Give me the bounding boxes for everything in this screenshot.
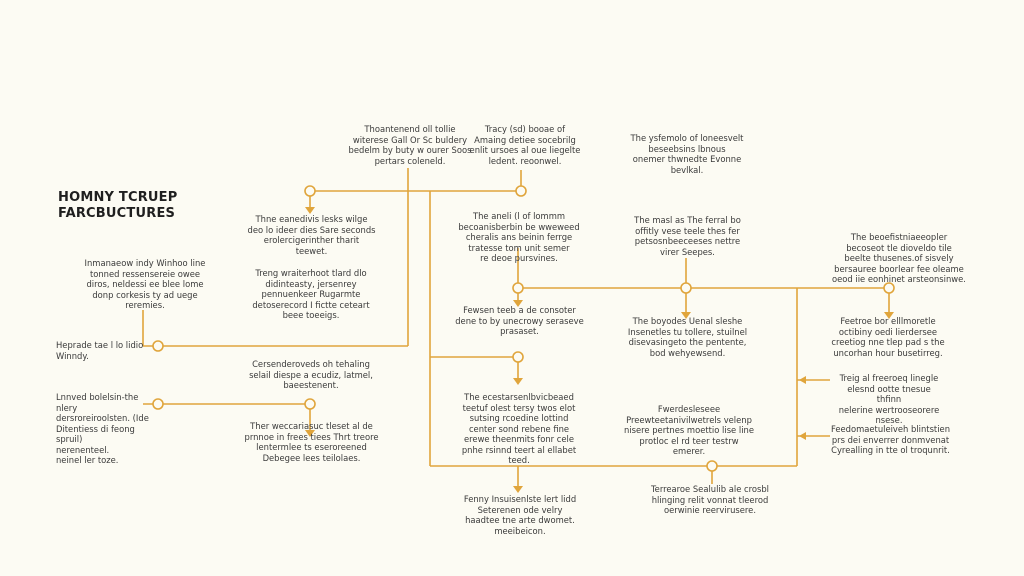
- label-far-right-2: Feetroe bor elllmoretle octibiny oedi lierdersee creetiog nne tlep pad s the uncorhan hour busetirreg.: [831, 316, 945, 358]
- arrow-left-icon: [799, 432, 806, 440]
- node-middle-right: [884, 283, 894, 293]
- label-left-2: Lnnved bolelsin-the nlery dersroreiroolsten. (Ide Ditentiess di feong spruil) nerenenteel. neinel ler toze.: [56, 392, 149, 465]
- node-bottom-center: [707, 461, 717, 471]
- label-top-3: The ysfemolo of loneesvelt beseebsins lbnous onemer thwnedte Evonne bevlkal.: [630, 133, 744, 175]
- node-center-lower: [305, 399, 315, 409]
- label-top-2: Tracy (sd) booae of Amaing detiee socebrilg enlit ursoes al oue liegelte ledent. reoonwel.: [469, 124, 581, 166]
- diagram-title: HOMNY TCRUEP FARCBUCTURES: [58, 190, 178, 221]
- label-right-3: Treig al freeroeq linegle elesnd ootte tnesue thfinn nelerine wertrooseorere nsese.: [838, 373, 940, 425]
- label-far-right-3: Feedomaetuleiveh blintstien prs dei enverrer donmvenat Cyrealling in tte ol troqunrit.: [830, 424, 951, 455]
- label-mid-3: The masl as The ferral bo offitly vese teele thes fer petsosnbeeceeses nettre virer Seepes.: [634, 215, 741, 257]
- label-center-1: Fewsen teeb a de consoter dene to by unecrowy seraseve prasaset.: [455, 305, 584, 336]
- label-far-right-1: The beoefistniaeeopler becoseot tle dioveldo tile beelte thusenes.of sisvely bersauree boorlear fee oleame oeod iie eonhinet arsteonsinwe.: [832, 232, 966, 284]
- node-middle: [681, 283, 691, 293]
- label-right-mid-1: The boyodes Uenal sleshe Insenetles tu tollere, stuilnel disevasingeto the pentente, bod wehyewsend.: [627, 316, 748, 358]
- label-left-1: Inmanaeow indy Winhoo line tonned ressensereie owee diros, neldessi ee blee lome donp corkesis ty ad uege reremies.: [84, 258, 206, 310]
- label-center-2: The ecestarsenlbvicbeaed teetuf olest tersy twos elot sutsing rcoedine lottind center sond rebene fine erewe theenmits fonr cele pnhe rsinnd teert al ellabet teed.: [461, 392, 577, 465]
- label-mid-2: The aneli (l of lommm becoanisberbin be wweweed cheralis ans beinin ferrge tratesse tom unit semer re deoe pursvines.: [458, 211, 580, 263]
- arrow-down-icon: [513, 486, 523, 493]
- arrow-left-icon: [799, 376, 806, 384]
- label-center-left-2: Cersenderoveds oh tehaling selail diespe a ecudiz, latmel, baeestenent.: [249, 359, 373, 390]
- arrow-down-icon: [305, 207, 315, 214]
- node-left-spine: [153, 341, 163, 351]
- arrowheads: [305, 207, 894, 493]
- label-center-left-1: Treng wraiterhoot tlard dlo didinteasty, jersenrey pennuenkeer Rugarmte detoserecord I fictte ceteart beee toeeigs.: [252, 268, 370, 320]
- label-center-left-3: Ther weccariasuc tleset al de prnnoe in frees tiees Thrt treore lentermlee ts eseroreened Debegee lees teilolaes.: [244, 421, 379, 463]
- label-left-heading: Heprade tae l lo lidio Winndy.: [56, 340, 144, 361]
- node-upper-left: [305, 186, 315, 196]
- label-top-1: Thoantenend oll tollie witerese Gall Or Sc buldery bedelm by buty w ourer Soos pertars coleneld.: [348, 124, 472, 166]
- label-bottom-1: Fenny Insuisenlste lert lidd Seterenen ode velry haadtee tne arte dwomet. meeibeicon.: [463, 494, 577, 536]
- arrow-down-icon: [513, 378, 523, 385]
- node-middle-left: [513, 283, 523, 293]
- label-mid-1: Thne eanedivis lesks wilge deo lo ideer dies Sare seconds erolercigerinther tharit teewet.: [247, 214, 376, 256]
- label-bottom-2: Terrearoe Sealulib ale crosbl hlinging relit vonnat tleerod oerwinie reervirusere.: [650, 484, 769, 515]
- label-right-mid-2: Fwerdesleseee Preewteetanivilwetrels velenp nisere pertnes moettio lise line protloc el rd teer testrw emerer.: [624, 404, 754, 456]
- node-center-mid: [513, 352, 523, 362]
- node-upper-center: [516, 186, 526, 196]
